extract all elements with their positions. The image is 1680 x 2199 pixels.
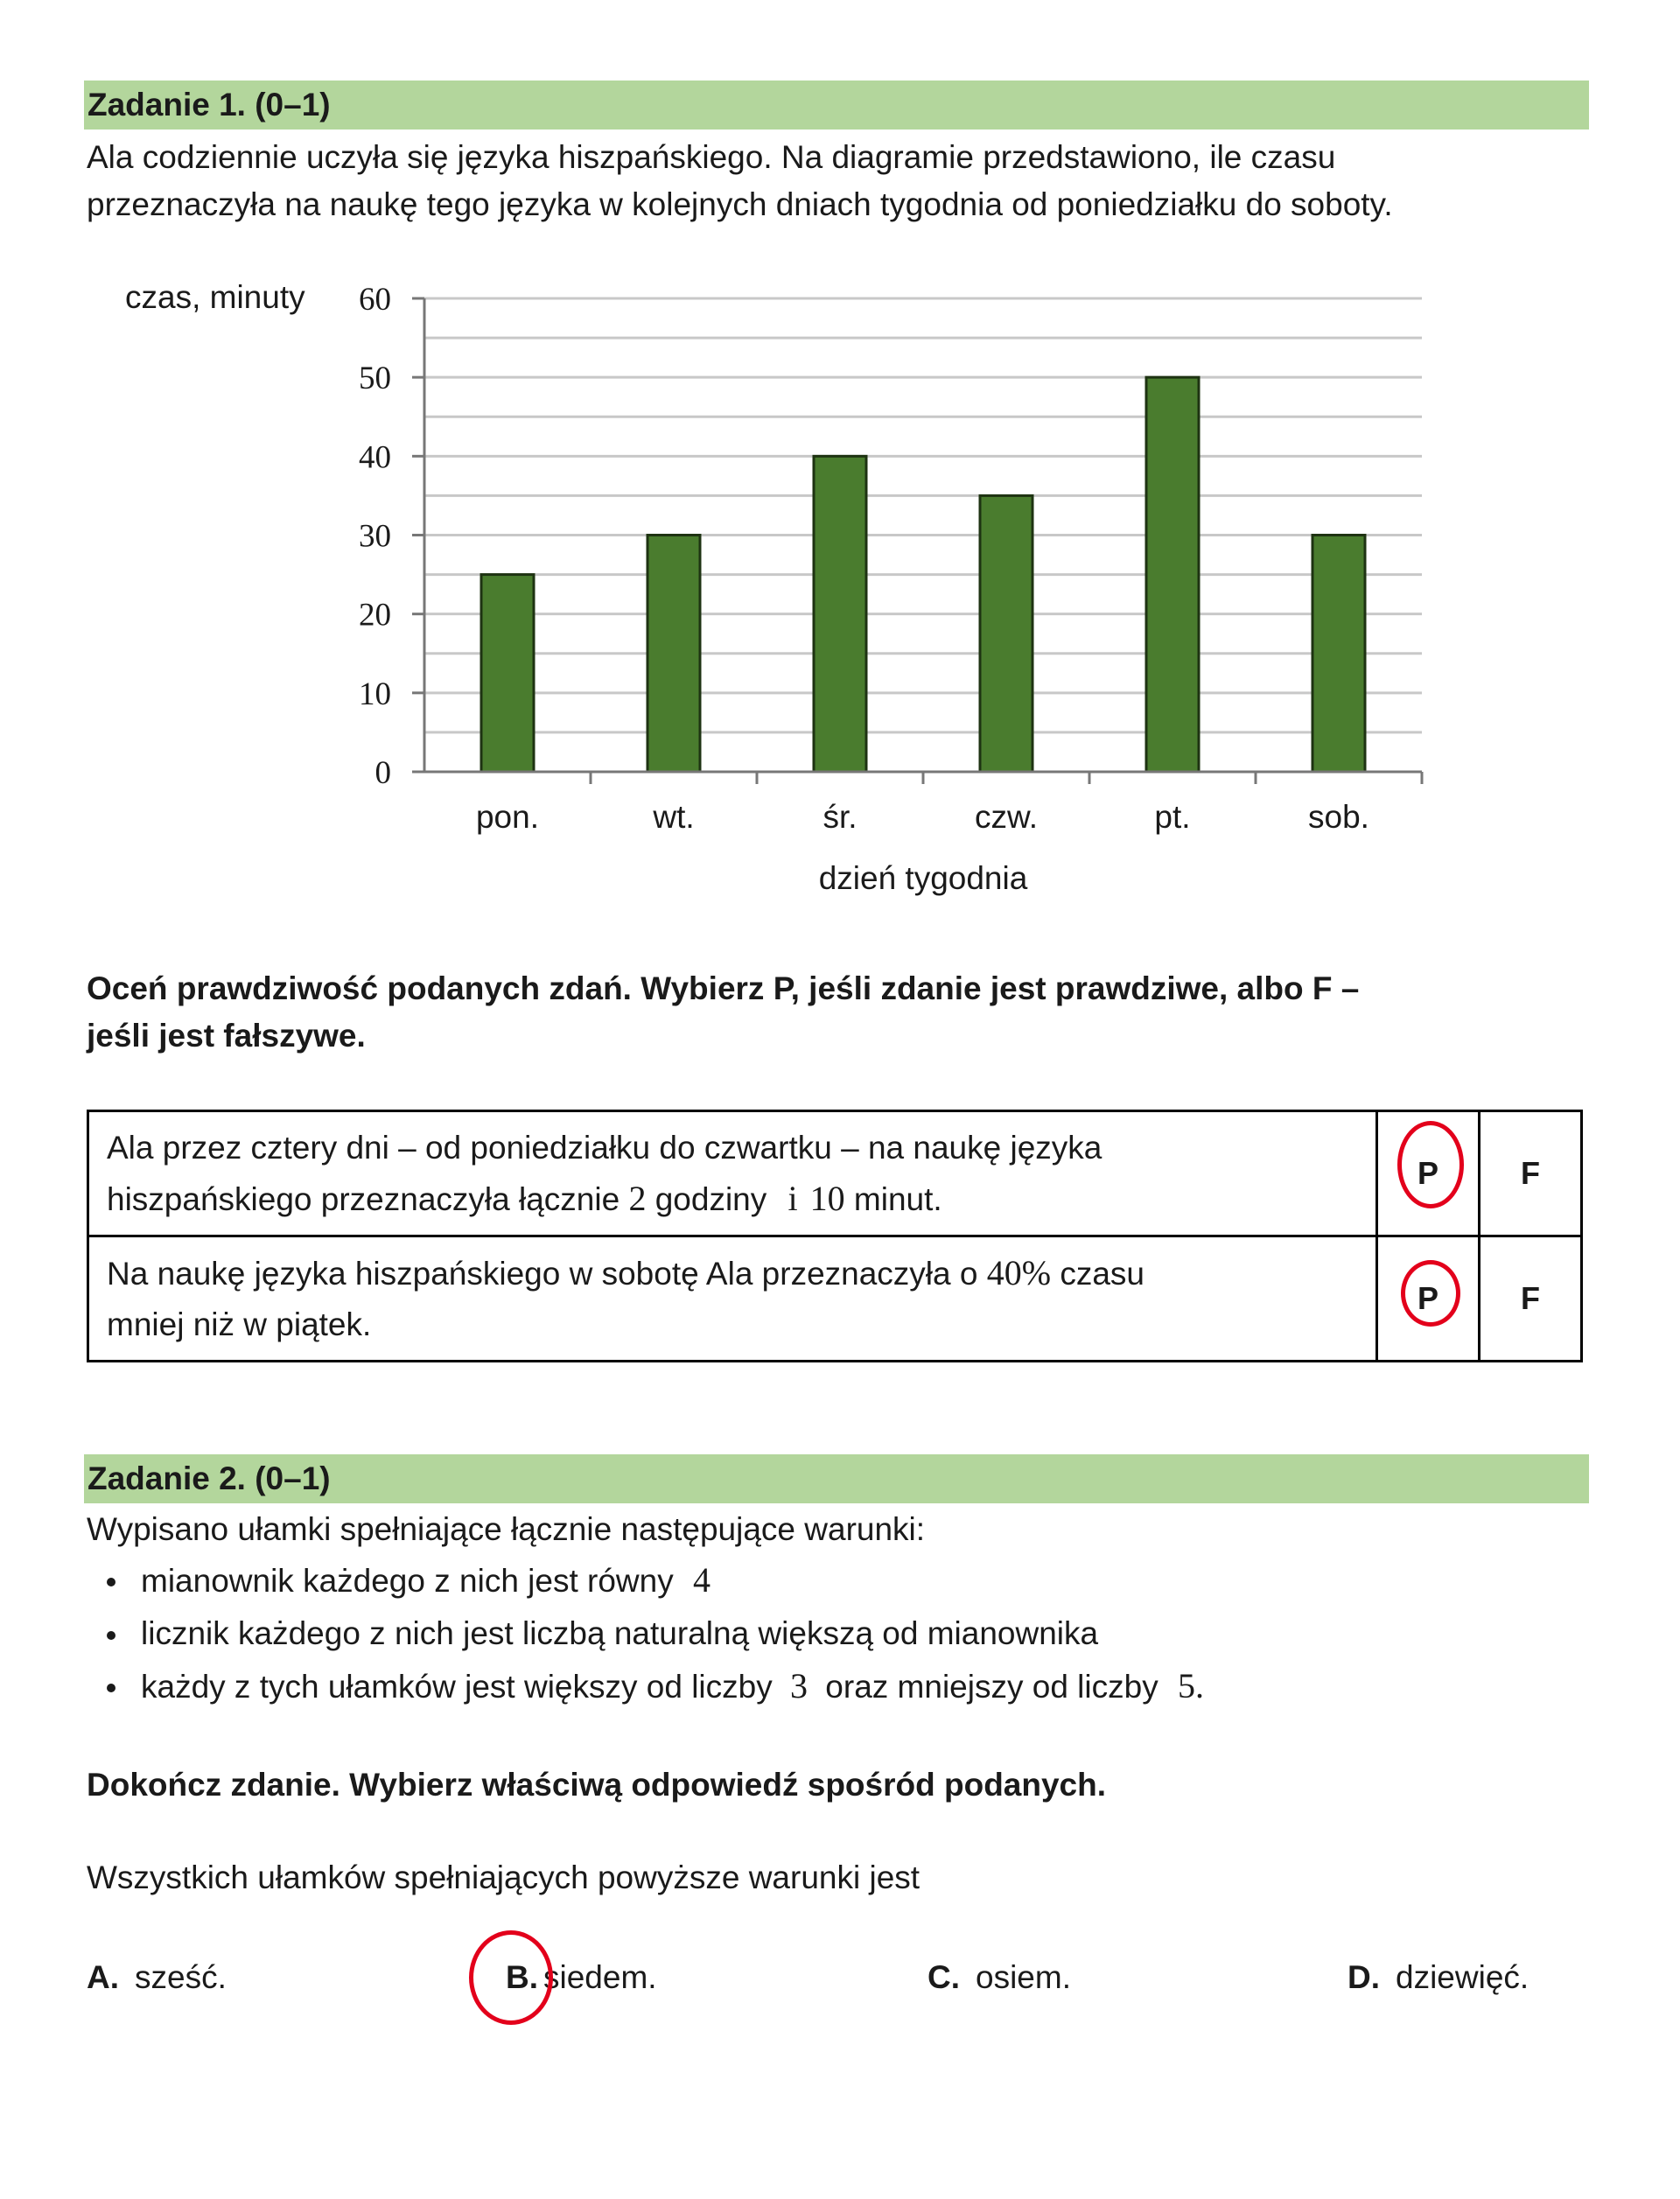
x-tick-label: wt. [653, 799, 695, 835]
statement-1-line2 [107, 1173, 1358, 1225]
statement-2-p-label: P [1417, 1280, 1438, 1316]
statement-1-num-minutes: 10 [809, 1178, 845, 1218]
bar-6 [1312, 536, 1365, 773]
x-tick-label: śr. [822, 799, 858, 835]
chart-axes [412, 298, 1422, 784]
task2-intro: Wypisano ułamki spełniające łącznie następujące warunki: [87, 1511, 926, 1547]
task2-header: Zadanie 2. (0–1) [84, 1454, 1589, 1503]
answer-circle-mark [1397, 1121, 1464, 1208]
condition-3-num1: 3 [790, 1666, 808, 1705]
x-tick-label: pon. [475, 799, 540, 835]
answer-b-letter: B. [506, 1959, 538, 1995]
answer-d-letter: D. [1348, 1959, 1380, 1995]
bar-3 [814, 456, 866, 772]
statement-2-f-label: F [1521, 1280, 1540, 1316]
statement-row-2 [88, 1236, 1582, 1362]
task2-instruction: Dokończ zdanie. Wybierz właściwą odpowiedź spośród podanych. [87, 1767, 1107, 1803]
condition-2-text: licznik każdego z nich jest liczbą naturalną większą od mianownika [141, 1615, 1099, 1651]
statement-1 [88, 1111, 1377, 1236]
answer-d-text: dziewięć. [1396, 1959, 1530, 1995]
answer-circle-mark [469, 1930, 553, 2025]
statement-2-text-a: Na naukę języka hiszpańskiego w sobotę Ala przeznaczyła o [107, 1255, 987, 1292]
answer-option-d[interactable] [1348, 1951, 1529, 2004]
task1-header: Zadanie 1. (0–1) [84, 81, 1589, 130]
statement-1-option-p[interactable] [1377, 1111, 1480, 1236]
statement-1-option-f[interactable] [1480, 1111, 1582, 1236]
statement-row-1 [88, 1111, 1582, 1236]
y-tick-label: 40 [359, 439, 391, 476]
statement-2 [88, 1236, 1377, 1362]
x-tick-label: sob. [1308, 799, 1369, 835]
statement-1-num-hours: 2 [628, 1178, 647, 1218]
x-tick-label: czw. [975, 799, 1038, 835]
statement-1-text-b: godziny [646, 1180, 776, 1217]
statement-2-line2: mniej niż w piątek. [107, 1306, 372, 1342]
true-false-table [87, 1110, 1583, 1362]
conditions-list [87, 1554, 1204, 1713]
task1-intro-line1: Ala codziennie uczyła się języka hiszpańskiego. Na diagramie przedstawiono, ile czasu [87, 139, 1336, 175]
statement-2-line1 [107, 1248, 1358, 1299]
x-tick-label: pt. [1154, 799, 1191, 835]
answer-option-c[interactable] [928, 1951, 1071, 2004]
answer-c-letter: C. [928, 1959, 960, 1995]
statement-2-option-f[interactable] [1480, 1236, 1582, 1362]
condition-3-text-a: każdy z tych ułamków jest większy od liczby [141, 1669, 782, 1705]
task1-intro-line2: przeznaczyła na naukę tego języka w kolejnych dniach tygodnia od poniedziałku do soboty. [87, 186, 1393, 222]
task2-stem: Wszystkich ułamków spełniających powyższe warunki jest [87, 1859, 920, 1895]
y-tick-label: 60 [359, 282, 391, 318]
answer-circle-mark [1401, 1260, 1460, 1327]
condition-1-text: mianownik każdego z nich jest równy [141, 1563, 683, 1599]
task1-instruction-line1: Oceń prawdziwość podanych zdań. Wybierz P, jeśli zdanie jest prawdziwe, albo F – [87, 970, 1360, 1006]
statement-2-text-b: czasu [1051, 1255, 1145, 1292]
statement-1-f-label: F [1521, 1155, 1540, 1191]
y-tick-label: 0 [374, 755, 391, 791]
task1-instruction-line2: jeśli jest fałszywe. [87, 1018, 366, 1054]
statement-1-conj: i [788, 1178, 798, 1218]
y-tick-label: 20 [359, 597, 391, 634]
statement-1-text-d: minut. [844, 1180, 942, 1217]
condition-1-num: 4 [693, 1560, 711, 1600]
bar-1 [481, 575, 534, 772]
answer-option-a[interactable] [87, 1951, 227, 2004]
chart-grid [424, 298, 1422, 732]
condition-item [87, 1554, 1204, 1607]
condition-item [87, 1607, 1204, 1660]
statement-1-text-a: hiszpańskiego przeznaczyła łącznie [107, 1180, 629, 1217]
answer-b-text: siedem. [543, 1959, 657, 1995]
answer-c-text: osiem. [976, 1959, 1071, 1995]
statement-1-p-label: P [1417, 1155, 1438, 1191]
x-axis-title: dzień tygodnia [818, 860, 1028, 896]
condition-3-text-b: oraz mniejszy od liczby [816, 1669, 1167, 1705]
condition-item [87, 1660, 1204, 1713]
bar-2 [648, 536, 700, 773]
statement-2-option-p[interactable] [1377, 1236, 1480, 1362]
statement-1-line1: Ala przez cztery dni – od poniedziałku do czwartku – na naukę języka [107, 1129, 1102, 1166]
statement-2-percent: 40% [986, 1252, 1052, 1292]
condition-3-num2: 5. [1177, 1666, 1204, 1705]
y-axis-title: czas, minuty [125, 279, 305, 315]
bar-4 [980, 495, 1032, 772]
answer-a-text: sześć. [135, 1959, 227, 1995]
bar-chart [0, 0, 1680, 928]
y-tick-label: 10 [359, 676, 391, 712]
y-tick-label: 30 [359, 518, 391, 555]
y-tick-label: 50 [359, 361, 391, 397]
answer-a-letter: A. [87, 1959, 119, 1995]
bar-5 [1146, 377, 1199, 772]
